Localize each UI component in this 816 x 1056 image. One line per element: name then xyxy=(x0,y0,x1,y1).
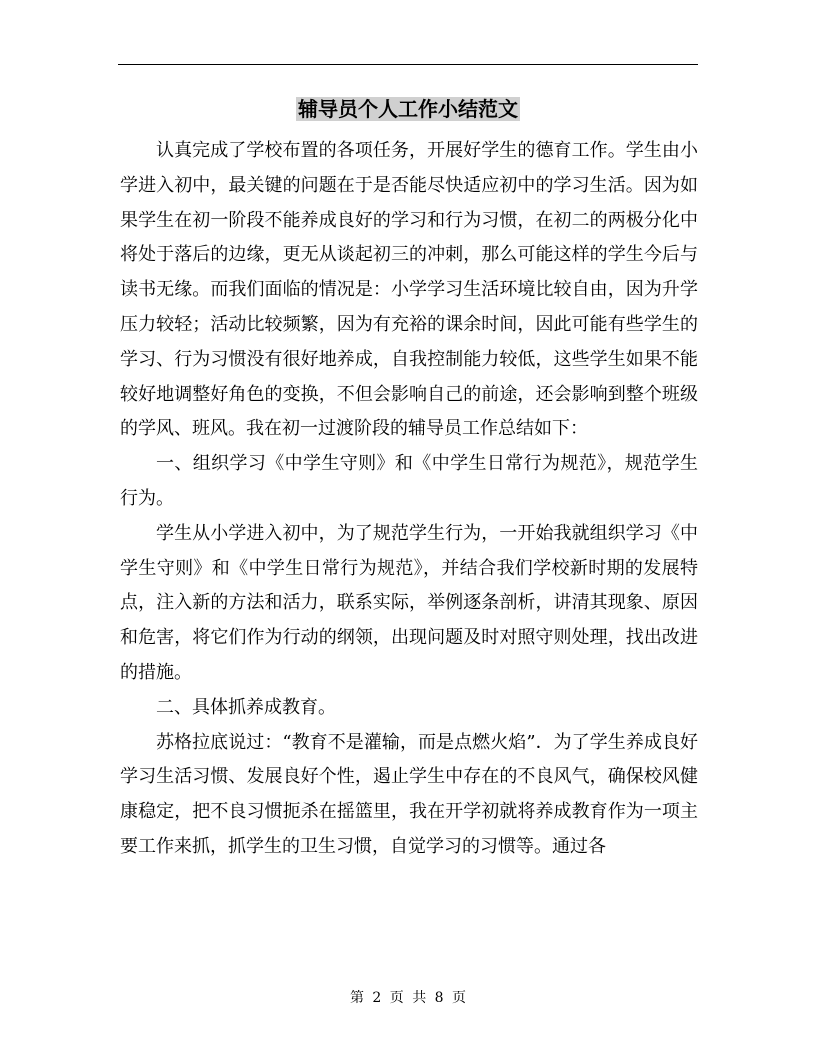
paragraph-section-2: 苏格拉底说过：“教育不是灌输，而是点燃火焰”．为了学生养成良好学习生活习惯、发展良好个性，遏止学生中存在的不良风气，确保校风健康稳定，把不良习惯扼杀在摇篮里，我在开学初就将养成教育作为一项主要工作来抓，抓学生的卫生习惯，自觉学习的习惯等。通过各 xyxy=(120,731,698,857)
header-rule xyxy=(118,64,698,65)
page-title xyxy=(0,96,816,122)
paragraph-intro: 认真完成了学校布置的各项任务，开展好学生的德育工作。学生由小学进入初中，最关键的问题在于是否能尽快适应初中的学习生活。因为如果学生在初一阶段不能养成良好的学习和行为习惯，在初二的两极分化中将处于落后的边缘，更无从谈起初三的冲刺，那么可能这样的学生今后与读书无缘。而我们面临的情况是：小学学习生活环境比较自由，因为升学压力较轻；活动比较频繁，因为有充裕的课余时间，因此可能有些学生的学习、行为习惯没有很好地养成，自我控制能力较低，这些学生如果不能较好地调整好角色的变换，不但会影响自己的前途，还会影响到整个班级的学风、班风。我在初一过渡阶段的辅导员工作总结如下： xyxy=(120,140,698,440)
paragraph-section-1: 学生从小学进入初中，为了规范学生行为，一开始我就组织学习《中学生守则》和《中学生日常行为规范》，并结合我们学校新时期的发展特点，注入新的方法和活力，联系实际，举例逐条剖析，讲清其现象、原因和危害，将它们作为行动的纲领，出现问题及时对照守则处理，找出改进的措施。 xyxy=(120,522,698,683)
paragraph-heading-1: 一、组织学习《中学生守则》和《中学生日常行为规范》，规范学生行为。 xyxy=(120,453,698,509)
document-body xyxy=(120,134,698,865)
page-title-text: 辅导员个人工作小结范文 xyxy=(298,97,518,121)
page-footer xyxy=(0,988,816,1008)
paragraph-heading-2: 二、具体抓养成教育。 xyxy=(156,696,336,718)
page-number-label: 第 2 页 共 8 页 xyxy=(349,990,467,1006)
